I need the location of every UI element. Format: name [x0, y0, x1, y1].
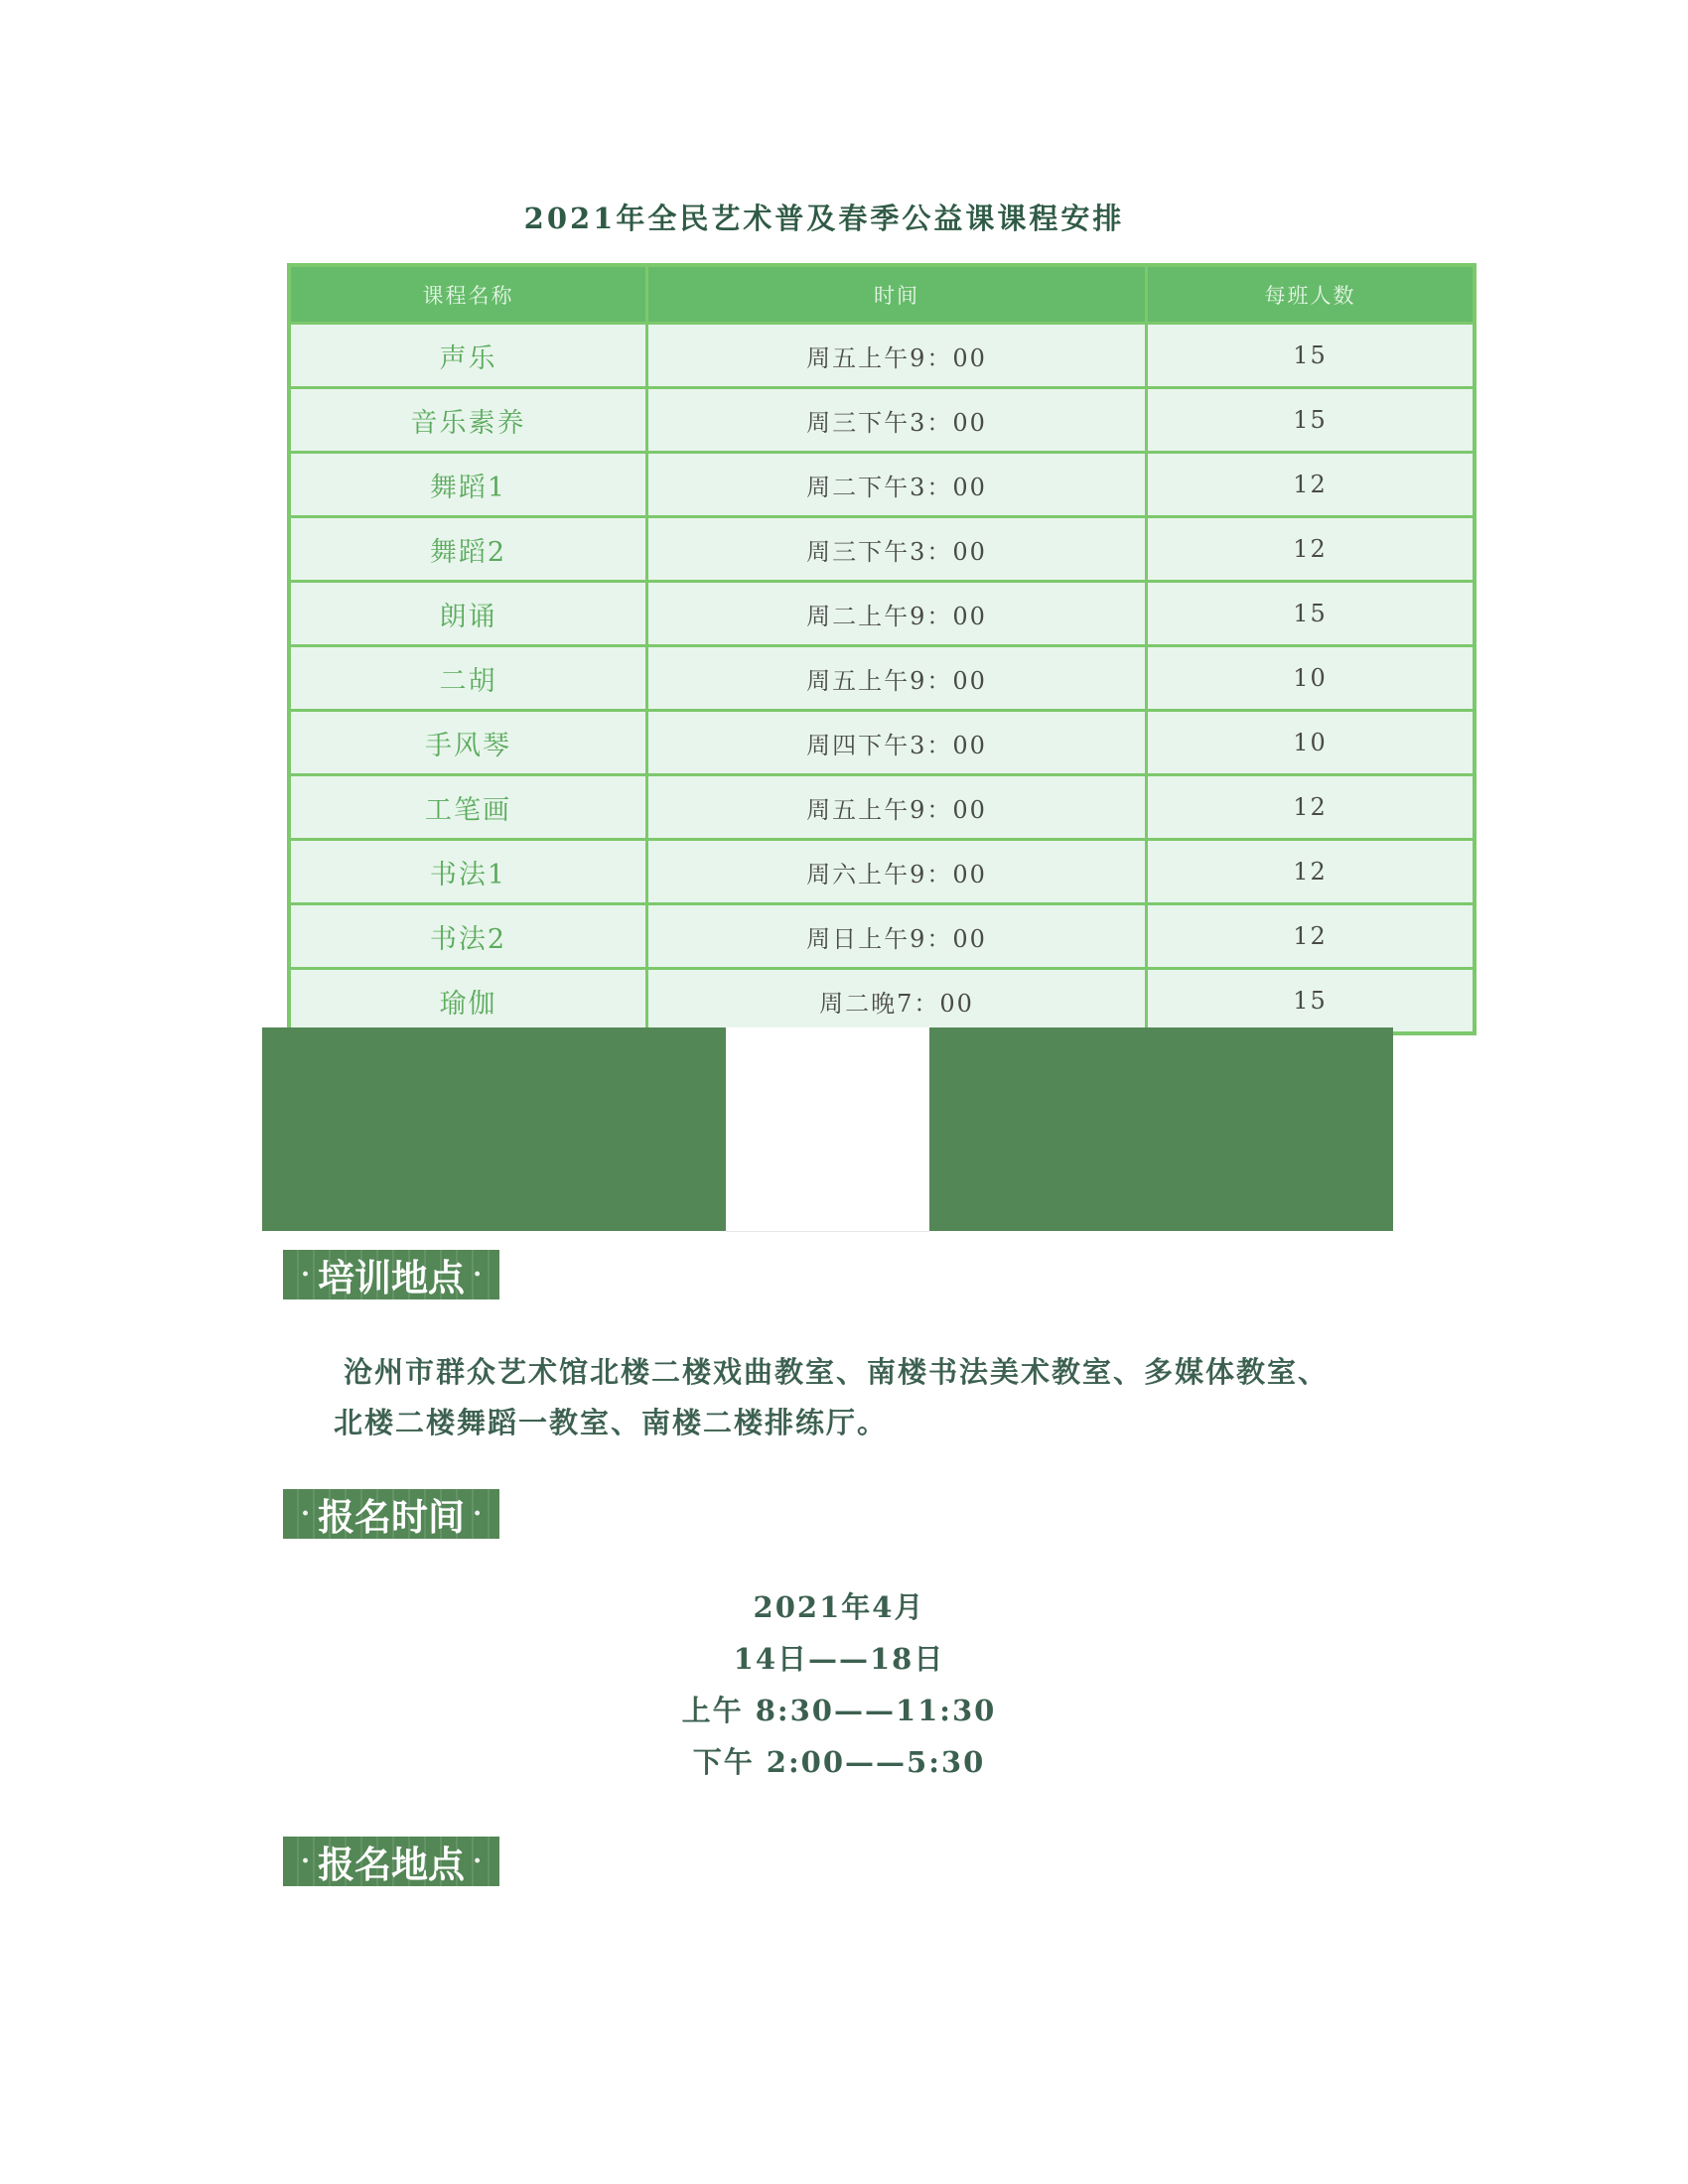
page-title: 2021年全民艺术普及春季公益课课程安排 — [523, 202, 1125, 235]
registration-month: 2021年4月 — [753, 1590, 925, 1624]
registration-location-heading — [283, 1837, 499, 1886]
course-name-cell: 舞蹈2 — [289, 517, 647, 582]
table-row — [289, 904, 1475, 969]
course-name-cell: 书法2 — [289, 904, 647, 969]
time-cell: 周日上午9：00 — [647, 904, 1147, 969]
class-size-cell: 15 — [1147, 388, 1476, 453]
registration-time-heading — [283, 1489, 499, 1539]
heading-dot-left: · — [301, 1260, 311, 1290]
class-size-cell: 10 — [1147, 646, 1476, 711]
class-size-cell: 12 — [1147, 453, 1476, 517]
table-row — [289, 324, 1475, 388]
course-name-cell: 音乐素养 — [289, 388, 647, 453]
training-location-line: 沧州市群众艺术馆北楼二楼戏曲教室、南楼书法美术教室、多媒体教室、 — [344, 1355, 1330, 1389]
course-name-cell: 二胡 — [289, 646, 647, 711]
course-name-cell: 手风琴 — [289, 711, 647, 775]
course-name-cell: 朗诵 — [289, 582, 647, 646]
time-cell: 周四下午3：00 — [647, 711, 1147, 775]
course-schedule-table — [287, 263, 1477, 1035]
table-row — [289, 388, 1475, 453]
banner-block-left — [262, 1027, 726, 1231]
banner-block-right — [929, 1027, 1393, 1231]
time-cell: 周六上午9：00 — [647, 840, 1147, 904]
class-size-cell: 15 — [1147, 582, 1476, 646]
table-row — [289, 453, 1475, 517]
table-row — [289, 840, 1475, 904]
time-cell: 周五上午9：00 — [647, 646, 1147, 711]
table-row — [289, 969, 1475, 1034]
registration-time-block — [313, 1581, 1365, 1788]
table-row — [289, 646, 1475, 711]
class-size-cell: 15 — [1147, 969, 1476, 1034]
course-name-cell: 声乐 — [289, 324, 647, 388]
time-cell: 周五上午9：00 — [647, 324, 1147, 388]
header-course-name: 课程名称 — [289, 265, 647, 324]
heading-dot-left: · — [301, 1846, 311, 1876]
registration-afternoon-hours: 下午 2:00——5:30 — [692, 1745, 986, 1779]
time-cell: 周三下午3：00 — [647, 517, 1147, 582]
time-cell: 周五上午9：00 — [647, 775, 1147, 840]
registration-time-heading-label: 报名时间 — [318, 1495, 466, 1539]
header-class-size: 每班人数 — [1147, 265, 1476, 324]
table-header-row — [289, 265, 1475, 324]
table-row — [289, 711, 1475, 775]
table-row — [289, 517, 1475, 582]
class-size-cell: 12 — [1147, 775, 1476, 840]
registration-days: 14日——18日 — [733, 1642, 945, 1676]
training-location-line: 北楼二楼舞蹈一教室、南楼二楼排练厅。 — [334, 1406, 889, 1439]
course-name-cell: 瑜伽 — [289, 969, 647, 1034]
course-name-cell: 书法1 — [289, 840, 647, 904]
class-size-cell: 12 — [1147, 840, 1476, 904]
heading-dot-left: · — [301, 1499, 311, 1529]
training-location-heading-label: 培训地点 — [318, 1256, 466, 1299]
class-size-cell: 10 — [1147, 711, 1476, 775]
banner-gap — [726, 1027, 929, 1232]
course-name-cell: 舞蹈1 — [289, 453, 647, 517]
training-location-text — [334, 1347, 1396, 1448]
heading-dot-right: · — [473, 1846, 483, 1876]
heading-dot-right: · — [473, 1260, 483, 1290]
registration-morning-hours: 上午 8:30——11:30 — [681, 1694, 997, 1727]
training-location-heading — [283, 1250, 499, 1299]
heading-dot-right: · — [473, 1499, 483, 1529]
class-size-cell: 12 — [1147, 904, 1476, 969]
class-size-cell: 15 — [1147, 324, 1476, 388]
time-cell: 周二上午9：00 — [647, 582, 1147, 646]
header-time: 时间 — [647, 265, 1147, 324]
table-row — [289, 775, 1475, 840]
registration-location-heading-label: 报名地点 — [318, 1843, 466, 1886]
time-cell: 周二晚7：00 — [647, 969, 1147, 1034]
class-size-cell: 12 — [1147, 517, 1476, 582]
table-row — [289, 582, 1475, 646]
time-cell: 周二下午3：00 — [647, 453, 1147, 517]
course-name-cell: 工笔画 — [289, 775, 647, 840]
time-cell: 周三下午3：00 — [647, 388, 1147, 453]
